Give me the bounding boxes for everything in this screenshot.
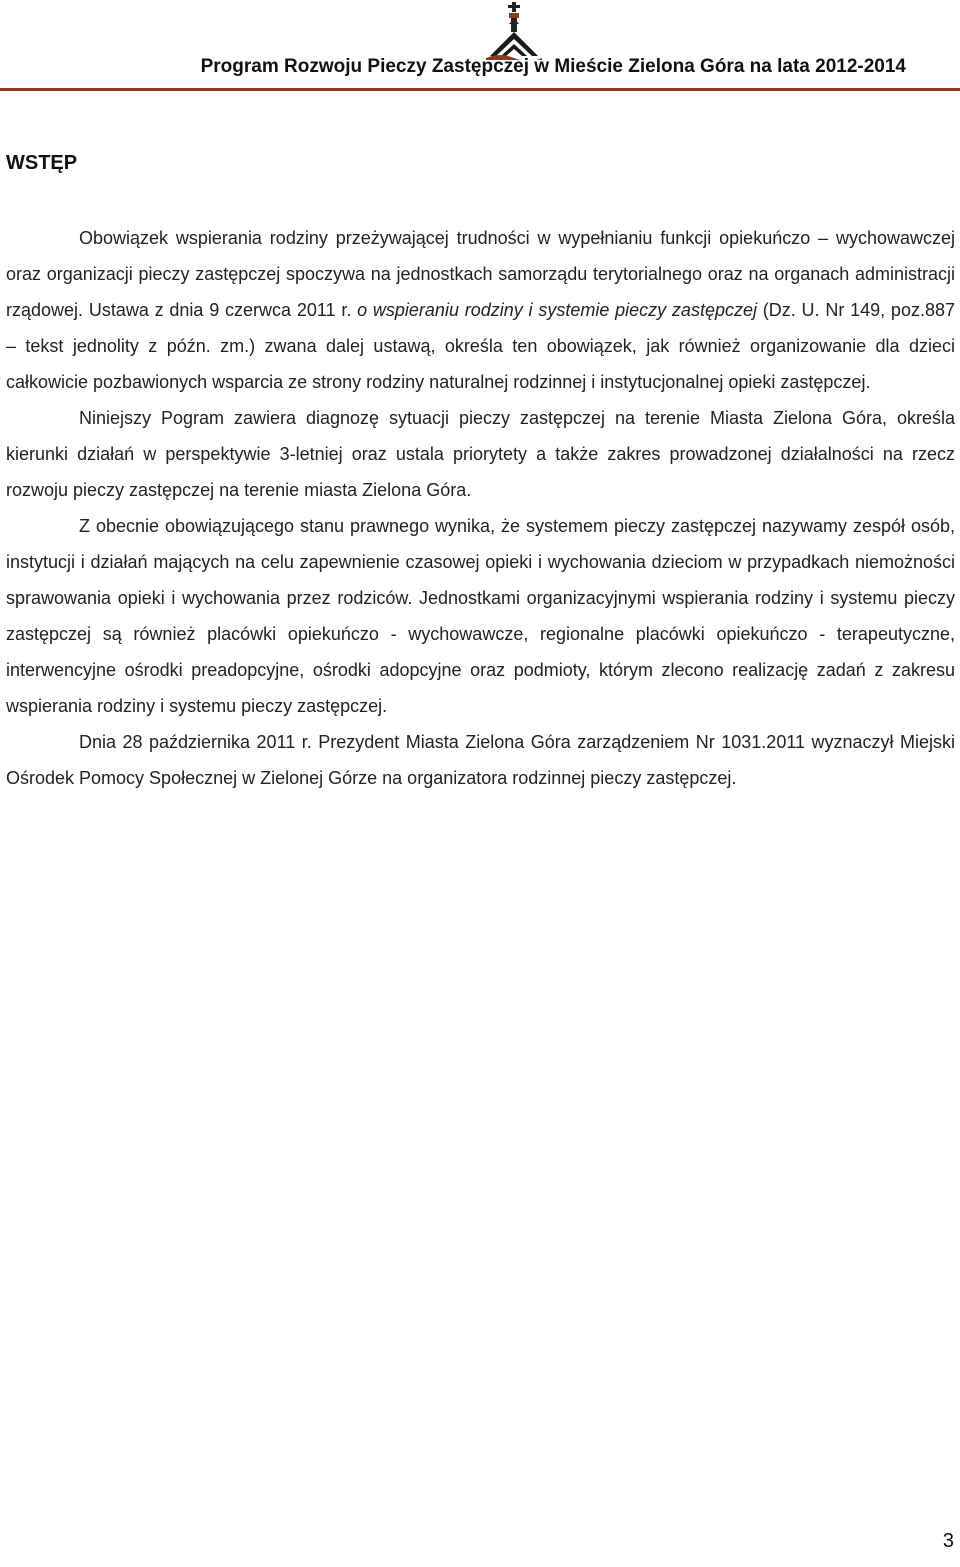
paragraph-1-text-end: (Dz. U. Nr 149, poz.887 – tekst jednolity z późn. zm.) zwana dalej ustawą, określa ten obowiązek, jak również organizowanie dla dzieci całkowicie pozbawionych wsparcia ze strony rodziny naturalnej rodzinnej i instytucjonalnej opieki zastępczej. xyxy=(6,300,955,392)
header-title: Program Rozwoju Pieczy Zastępczej w Mieście Zielona Góra na lata 2012-2014 xyxy=(200,56,906,77)
paragraph-2: Niniejszy Pogram zawiera diagnozę sytuacji pieczy zastępczej na terenie Miasta Zielona Góra, określa kierunki działań w perspektywie 3-letniej oraz ustala priorytety a także zakres prowadzonej działalności na rzecz rozwoju pieczy zastępczej na terenie miasta Zielona Góra. xyxy=(6,408,955,500)
paragraph-4: Dnia 28 października 2011 r. Prezydent Miasta Zielona Góra zarządzeniem Nr 1031.2011 wyznaczył Miejski Ośrodek Pomocy Społecznej w Zielonej Górze na organizatora rodzinnej pieczy zastępczej. xyxy=(6,732,955,788)
paragraph-3: Z obecnie obowiązującego stanu prawnego wynika, że systemem pieczy zastępczej nazywamy zespół osób, instytucji i działań mających na celu zapewnienie czasowej opieki i wychowania dzieciom w przypadkach niemożności sprawowania opieki i wychowania przez rodziców. Jednostkami organizacyjnymi wspierania rodziny i systemu pieczy zastępczej są również placówki opiekuńczo - wychowawcze, regionalne placówki opiekuńczo - terapeutyczne, interwencyjne ośrodki preadopcyjne, ośrodki adopcyjne oraz podmioty, którym zlecono realizację zadań z zakresu wspierania rodziny i systemu pieczy zastępczej. xyxy=(6,516,955,716)
header-divider xyxy=(0,88,960,91)
paragraph-1-text-start: Obowiązek wspierania rodziny przeżywającej trudności w wypełnianiu funkcji opiekuńczo – wychowawczej oraz organizacji pieczy zastępczej spoczywa na jednostkach samorządu terytorialnego oraz na organach administracji rządowej. Ustawa z dnia 9 czerwca 2011 r. xyxy=(6,228,955,320)
paragraph-1 xyxy=(6,220,955,400)
page-header xyxy=(0,0,960,92)
city-crest-icon xyxy=(486,2,542,60)
body-text xyxy=(6,220,955,796)
section-heading: WSTĘP xyxy=(6,152,78,174)
page-number: 3 xyxy=(942,1530,954,1552)
act-title: o wspieraniu rodziny i systemie pieczy zastępczej xyxy=(357,300,757,320)
